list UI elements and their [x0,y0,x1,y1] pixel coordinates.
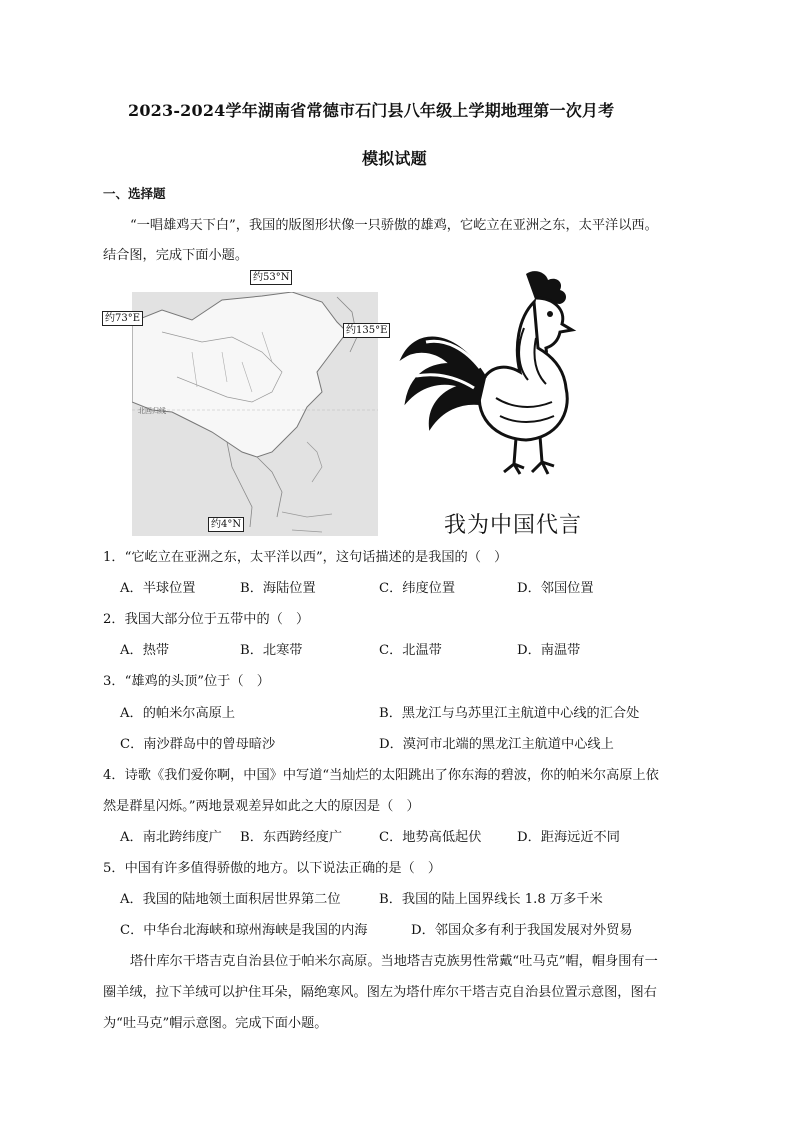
q3-option-d[interactable]: D．漠河市北端的黑龙江主航道中心线上 [379,737,614,752]
rooster-illustration [396,268,592,478]
q4-option-d[interactable]: D．距海远近不同 [517,830,620,845]
label-53n: 约53°N [250,270,292,285]
q1-option-d[interactable]: D．邻国位置 [517,581,594,596]
slogan-caption: 我为中国代言 [444,513,583,538]
q4-option-c[interactable]: C．地势高低起伏 [379,830,482,845]
q5-option-a[interactable]: A．我国的陆地领土面积居世界第二位 [120,892,341,907]
question-3-stem: 3．“雄鸡的头顶”位于（ ） [103,674,270,689]
q1-option-c[interactable]: C．纬度位置 [379,581,456,596]
intro-text: “一唱雄鸡天下白”，我国的版图形状像一只骄傲的雄鸡，它屹立在亚洲之东，太平洋以西。 [130,218,658,233]
q5-option-c[interactable]: C．中华台北海峡和琼州海峡是我国的内海 [120,923,368,938]
q3-option-c[interactable]: C．南沙群岛中的曾母暗沙 [120,737,276,752]
china-map-figure [132,292,378,536]
q4-option-b[interactable]: B．东西跨经度广 [240,830,343,845]
q1-option-b[interactable]: B．海陆位置 [240,581,316,596]
q3-option-a[interactable]: A．的帕米尔高原上 [120,706,236,721]
q4-option-a[interactable]: A．南北跨纬度广 [120,830,222,845]
q2-option-b[interactable]: B．北寒带 [240,643,303,658]
q5-option-b[interactable]: B．我国的陆上国界线长 1.8 万多千米 [379,892,603,907]
map-outline [132,292,378,536]
q3-option-b[interactable]: B．黑龙江与乌苏里江主航道中心线的汇合处 [379,706,640,721]
passage-text: 为“吐马克”帽示意图。完成下面小题。 [103,1016,328,1031]
q2-option-d[interactable]: D．南温带 [517,643,581,658]
passage-text: 圈羊绒，拉下羊绒可以护住耳朵，隔绝寒风。图左为塔什库尔干塔吉克自治县位置示意图，图右 [103,985,657,1000]
page-title: 2023-2024学年湖南省常德市石门县八年级上学期地理第一次月考 [128,101,615,120]
question-5-stem: 5．中国有许多值得骄傲的地方。以下说法正确的是（ ） [103,861,442,876]
page-subtitle: 模拟试题 [362,149,427,168]
label-4n: 约4°N [208,517,244,532]
section-heading: 一、选择题 [103,186,166,201]
q2-option-a[interactable]: A．热带 [120,643,170,658]
q1-option-a[interactable]: A．半球位置 [120,581,196,596]
passage-text: 塔什库尔干塔吉克自治县位于帕米尔高原。当地塔吉克族男性常戴“吐马克”帽，帽身围有一 [130,954,658,969]
label-73e: 约73°E [102,311,143,326]
question-4-stem: 4．诗歌《我们爱你啊，中国》中写道“当灿烂的太阳跳出了你东海的碧波，你的帕米尔高原上依 [103,768,659,783]
question-1-stem: 1．“它屹立在亚洲之东，太平洋以西”，这句话描述的是我国的（ ） [103,550,508,565]
tropic-label: 北回归线 [138,407,166,415]
q2-option-c[interactable]: C．北温带 [379,643,442,658]
label-135e: 约135°E [343,323,390,338]
question-2-stem: 2．我国大部分位于五带中的（ ） [103,612,310,627]
question-4-stem-cont: 然是群星闪烁。”两地景观差异如此之大的原因是（ ） [103,799,420,814]
q5-option-d[interactable]: D．邻国众多有利于我国发展对外贸易 [411,923,633,938]
intro-text: 结合图，完成下面小题。 [103,248,249,263]
